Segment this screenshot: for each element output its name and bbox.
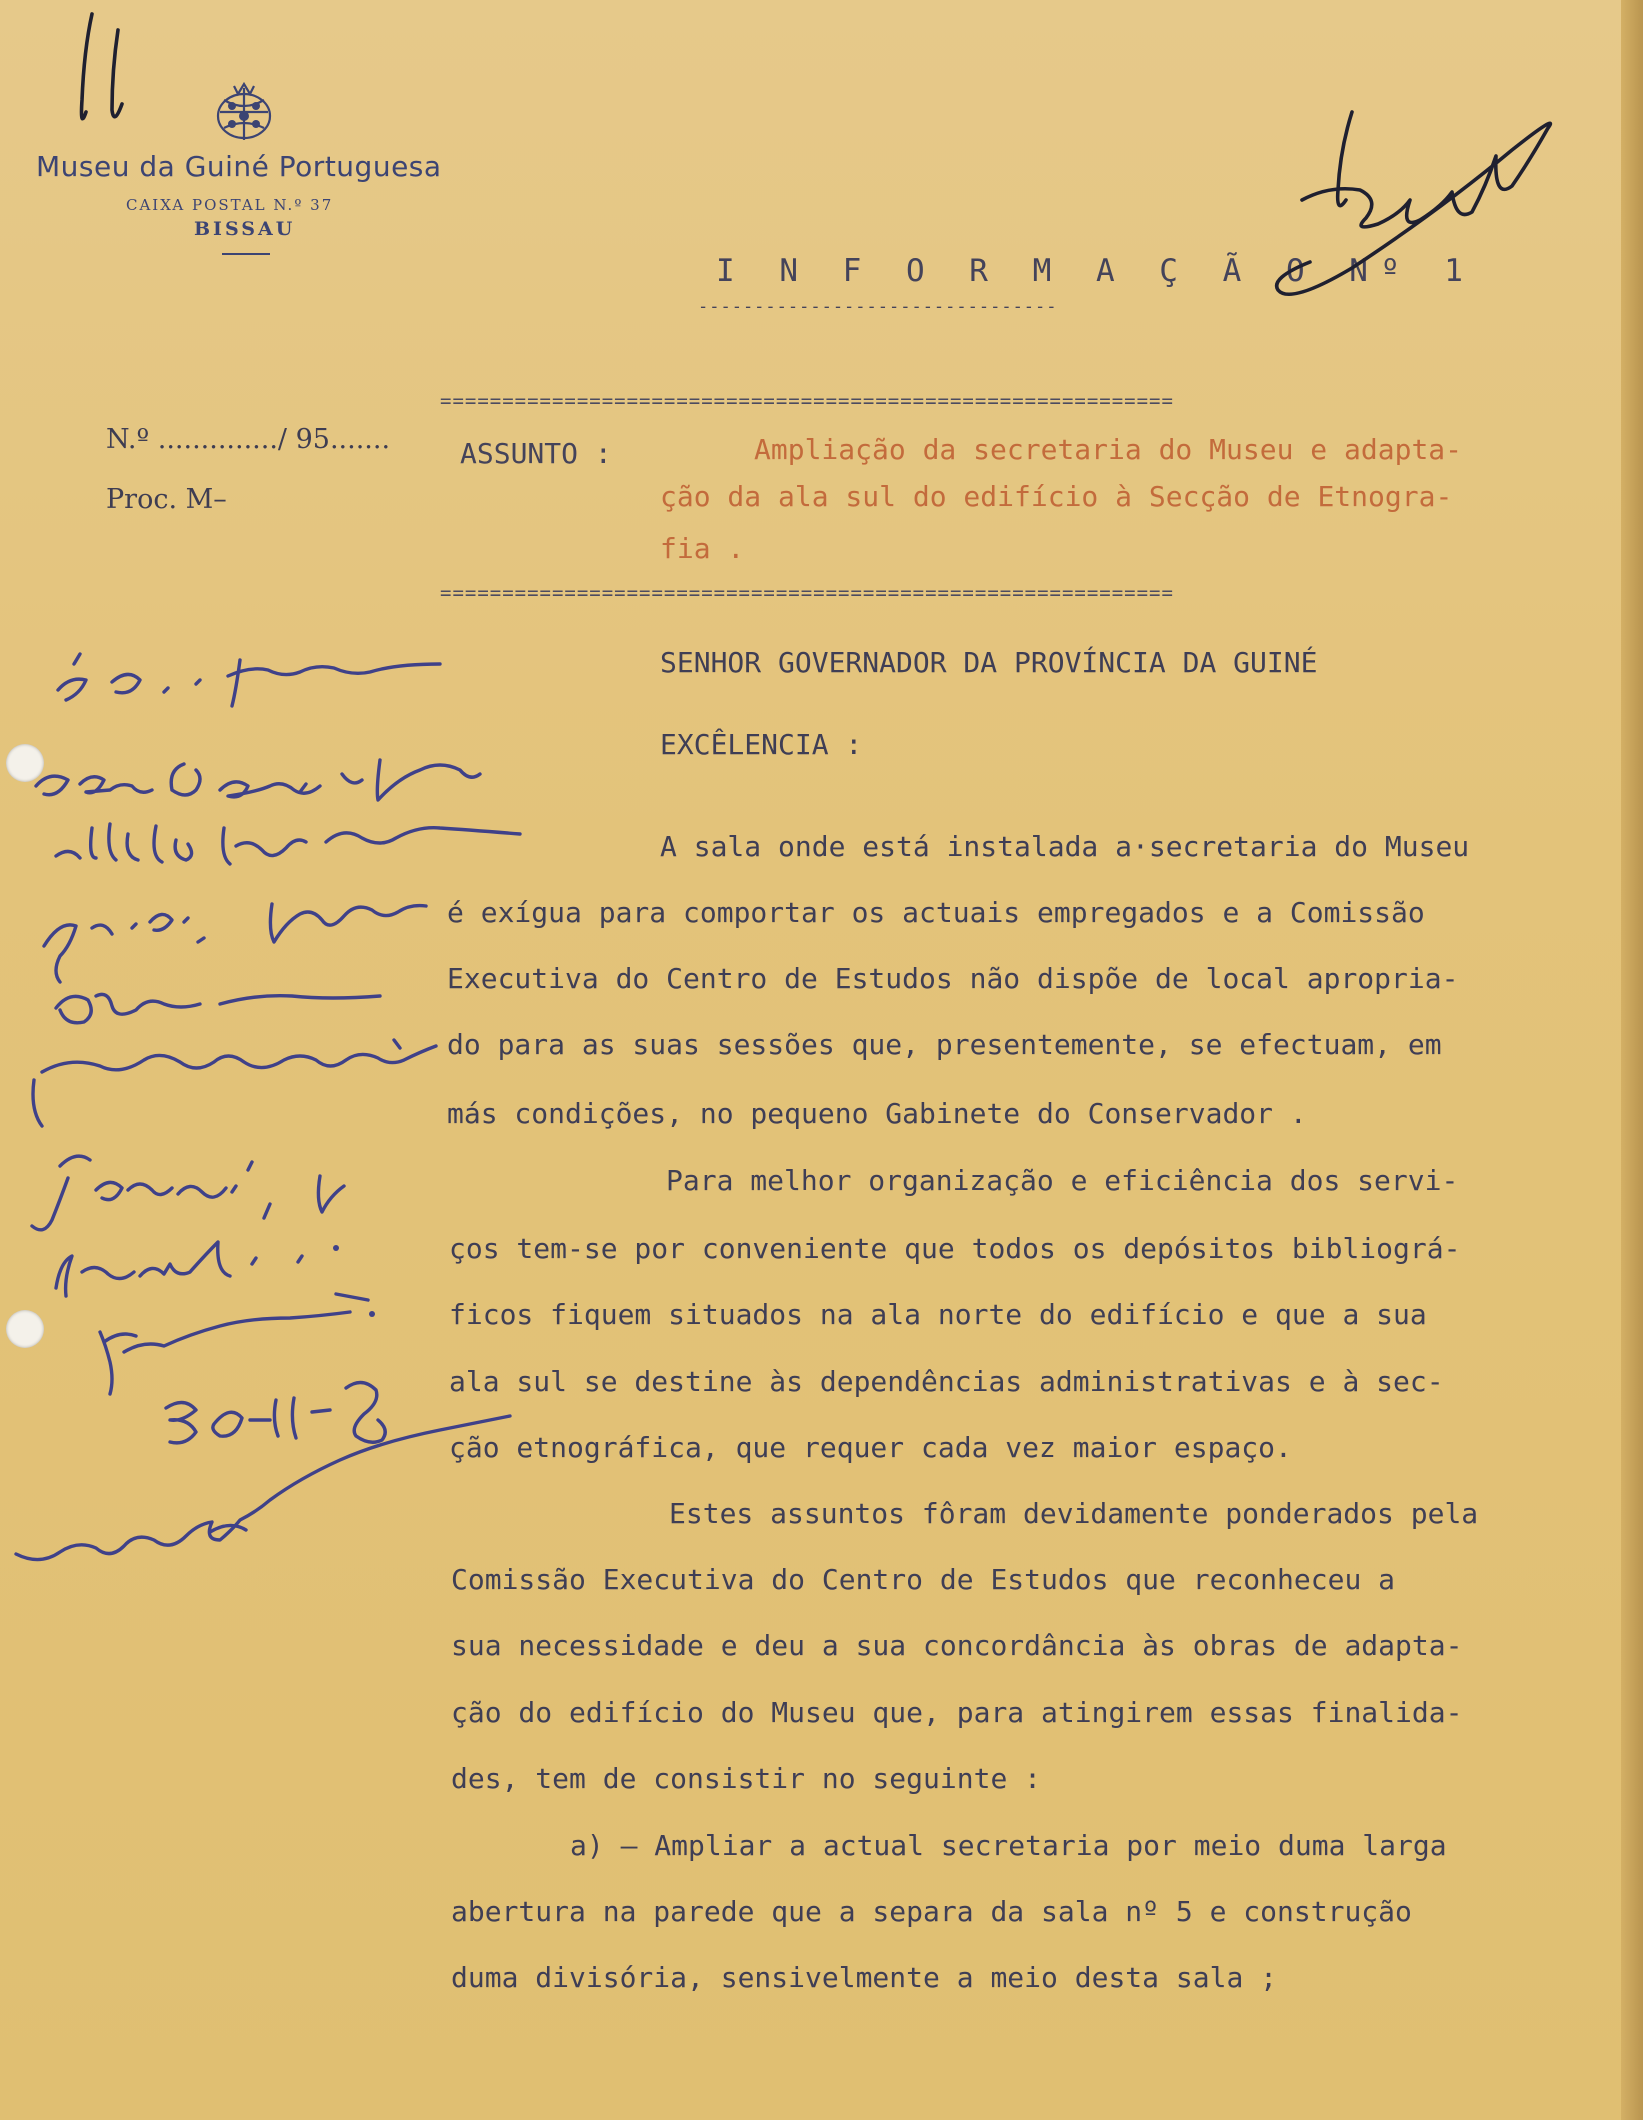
body-line: ção etnográfica, que requer cada vez maior espaço. (449, 1431, 1292, 1464)
subject-label: ASSUNTO : (460, 437, 612, 470)
city-name: BISSAU (194, 218, 296, 240)
body-line: Executiva do Centro de Estudos não dispõe de local apropria- (447, 962, 1459, 995)
body-line: A sala onde está instalada a·secretaria do Museu (660, 830, 1470, 863)
body-line: des, tem de consistir no seguinte : (451, 1762, 1042, 1795)
body-line: duma divisória, sensivelmente a meio desta sala ; (451, 1961, 1278, 1994)
body-line: ços tem-se por conveniente que todos os depósitos bibliográ- (449, 1232, 1461, 1265)
body-line: abertura na parede que a separa da sala nº 5 e construção (451, 1895, 1412, 1928)
subject-line: ção da ala sul do edifício à Secção de Etnogra- (660, 480, 1453, 513)
subject-rule-top: =========================================================== (440, 390, 1174, 412)
body-line: ficos fiquem situados na ala norte do edifício e que a sua (449, 1298, 1427, 1331)
salutation: EXCÊLENCIA : (660, 728, 863, 761)
subject-line: fia . (660, 532, 745, 565)
postal-box: CAIXA POSTAL N.º 37 (126, 196, 334, 214)
process-number: Proc. M– (106, 484, 227, 515)
margin-dots (333, 1245, 375, 1317)
body-line: do para as suas sessões que, presentemente, se efectuam, em (447, 1028, 1442, 1061)
body-line: Estes assuntos fôram devidamente ponderados pela (669, 1497, 1479, 1530)
document-title: I N F O R M A Ç Ã O Nº 1 (716, 253, 1476, 289)
body-line: Para melhor organização e eficiência dos servi- (666, 1164, 1459, 1197)
body-line: a) – Ampliar a actual secretaria por meio duma larga (570, 1829, 1447, 1862)
body-line: más condições, no pequeno Gabinete do Conservador . (447, 1097, 1307, 1130)
subject-rule-bottom: =========================================================== (440, 582, 1174, 604)
folio-mark (82, 14, 123, 119)
addressee: SENHOR GOVERNADOR DA PROVÍNCIA DA GUINÉ (660, 646, 1318, 679)
body-line: sua necessidade e deu a sua concordância às obras de adapta- (451, 1629, 1463, 1662)
subject-line: Ampliação da secretaria do Museu e adapta- (754, 433, 1463, 466)
body-line: Comissão Executiva do Centro de Estudos que reconheceu a (451, 1563, 1396, 1596)
document-number: N.º ............../ 95....... (106, 424, 391, 455)
body-line: ala sul se destine às dependências administrativas e à sec- (449, 1365, 1444, 1398)
title-underline: -------------------------------- (698, 297, 1058, 317)
body-line: é exígua para comportar os actuais empregados e a Comissão (447, 896, 1425, 929)
body-line: ção do edifício do Museu que, para atingirem essas finalida- (451, 1696, 1463, 1729)
margin-note (16, 654, 520, 1560)
signature (1277, 112, 1551, 294)
museum-name: Museu da Guiné Portuguesa (36, 150, 442, 183)
